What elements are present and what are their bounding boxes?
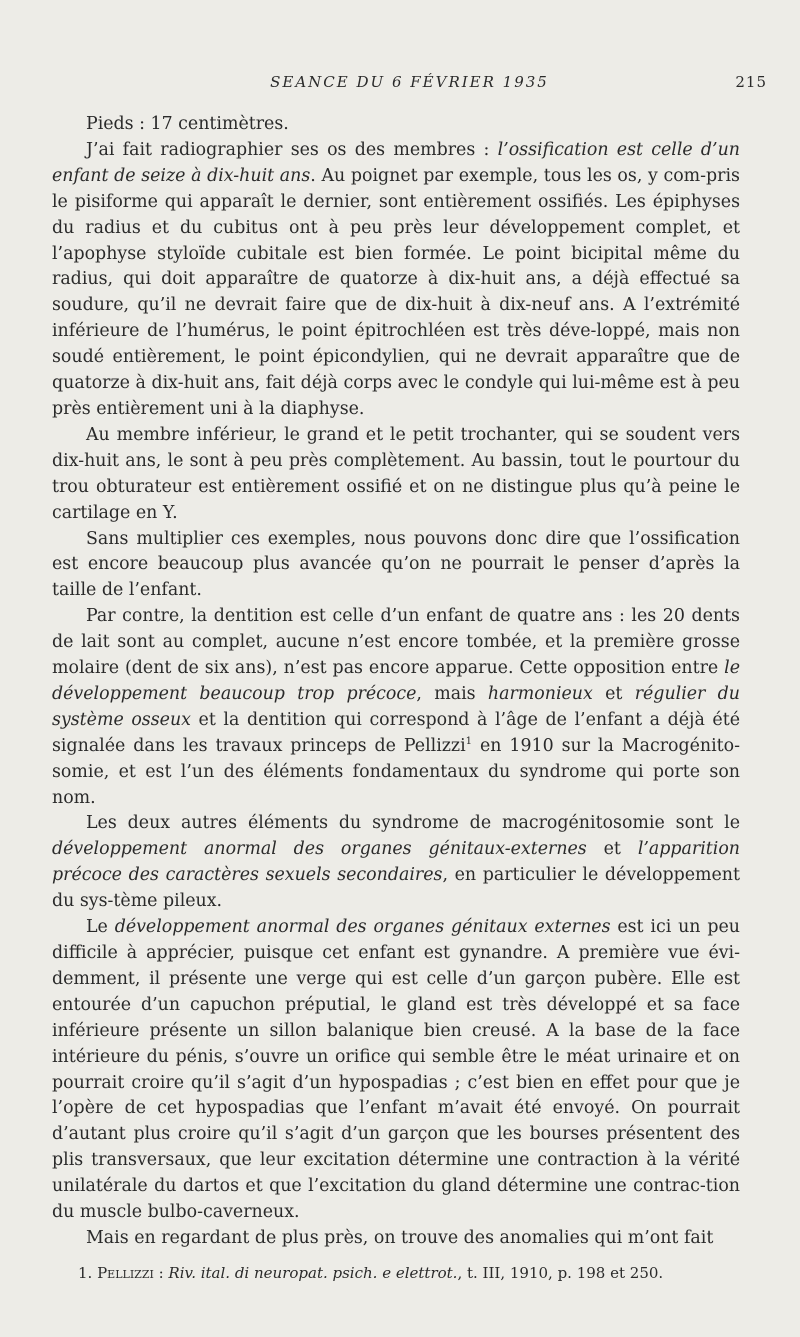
paragraph-5: Par contre, la dentition est celle d’un enfant de quatre ans : les 20 dents de lait sont au complet, aucune n’est encore tombée, et la première grosse molaire (dent de six ans), n’est pas encore apparue. Cette opposition entre le développement beaucoup trop précoce, mais harmonieux et régulier du système osseux et la dentition qui correspond à l’âge de l’enfant a déjà été signalée dans les travaux princeps de Pellizzi$^1$ en 1910 sur la Macrogénito-somie, et est l’un des éléments fondamentaux du syndrome qui porte son nom. [52,606,741,808]
emphasis: le développement beaucoup trop précoce [52,658,740,704]
emphasis: harmonieux [487,683,593,704]
body-text [52,112,740,1252]
page-header [52,73,767,97]
paragraph-2: J’ai fait radiographier ses os des membres : l’ossification est celle d’un enfant de seize à dix-huit ans. Au poignet par exemple, tous les os, y com-pris le pisiforme qui apparaît le dernier, sont entièrement ossifiés. Les épiphyses du radius et du cubitus ont à peu près leur développement complet, et l’apophyse styloïde cubitale est bien formée. Le point bicipital même du radius, qui doit apparaître de quatorze à dix-huit ans, a déjà effectué sa soudure, qu’il ne devrait faire que de dix-huit à dix-neuf ans. A l’extrémité inférieure de l’humérus, le point épitrochléen est très déve-loppé, mais non soudé entièrement, le point épicondylien, qui ne devrait apparaître que de quatorze à dix-huit ans, fait déjà corps avec le condyle qui lui-même est à peu près entièrement uni à la diaphyse. [52,139,740,419]
footnote-ref: 1 [465,735,473,747]
paragraph-1: Pieds : 17 centimètres. [86,114,289,134]
emphasis: régulier du système osseux [52,683,741,730]
running-title: SEANCE DU 6 FÉVRIER 1935 [270,73,549,91]
footnote: 1. Pellizzi : Riv. ital. di neuropat. psich. e elettrot., t. III, 1910, p. 198 et 250. [78,1264,664,1282]
emphasis: l’apparition précoce des caractères sexuels secondaires [52,839,740,886]
footnote-author: Pellizzi [97,1264,154,1282]
paragraph-7: Le développement anormal des organes génitaux externes est ici un peu difficile à apprécier, puisque cet enfant est gynandre. A première vue évi-demment, il présente une verge qui est celle d’un garçon pubère. Elle est entourée d’un capuchon préputial, le gland est très développé et sa face inférieure présente un sillon balanique bien creusé. A la base de la face intérieure du pénis, s’ouvre un orifice qui semble être le méat urinaire et on pourrait croire qu’il s’agit d’un hypospadias ; c’est bien en effet pour que je l’opère de cet hypospadias que l’enfant m’avait été envoyé. On pourrait d’autant plus croire qu’il s’agit d’un garçon que les bourses présentent des plis transversaux, que leur excitation détermine une contraction à la vérité unilatérale du dartos et que l’excitation du gland détermine une contrac-tion du muscle bulbo-caverneux. [52,917,740,1223]
footnote-number: 1. [78,1264,93,1282]
emphasis: développement anormal des organes génitaux-externes [52,839,587,860]
emphasis: développement anormal des organes génitaux externes [114,917,611,938]
paragraph-3: Au membre inférieur, le grand et le petit trochanter, qui se soudent vers dix-huit ans, le sont à peu près complètement. Au bassin, tout le pourtour du trou obturateur est entièrement ossifié et on ne distingue plus qu’à peine le cartilage en Y. [52,424,740,523]
paragraph-4: Sans multiplier ces exemples, nous pouvons donc dire que l’ossification est encore beaucoup plus avancée qu’on ne pourrait le penser d’après la taille de l’enfant. [52,528,740,601]
emphasis: l’ossification est celle d’un enfant de seize à dix-huit ans [52,139,740,186]
paragraph-8: Mais en regardant de plus près, on trouve des anomalies qui m’ont fait [86,1227,714,1248]
page-number: 215 [735,73,767,91]
footnote-journal: Riv. ital. di neuropat. psich. e elettrot. [168,1264,458,1282]
paragraph-6: Les deux autres éléments du syndrome de macrogénitosomie sont le développement anormal des organes génitaux-externes et l’apparition précoce des caractères sexuels secondaires, en particulier le développement du sys-tème pileux. [52,813,740,912]
